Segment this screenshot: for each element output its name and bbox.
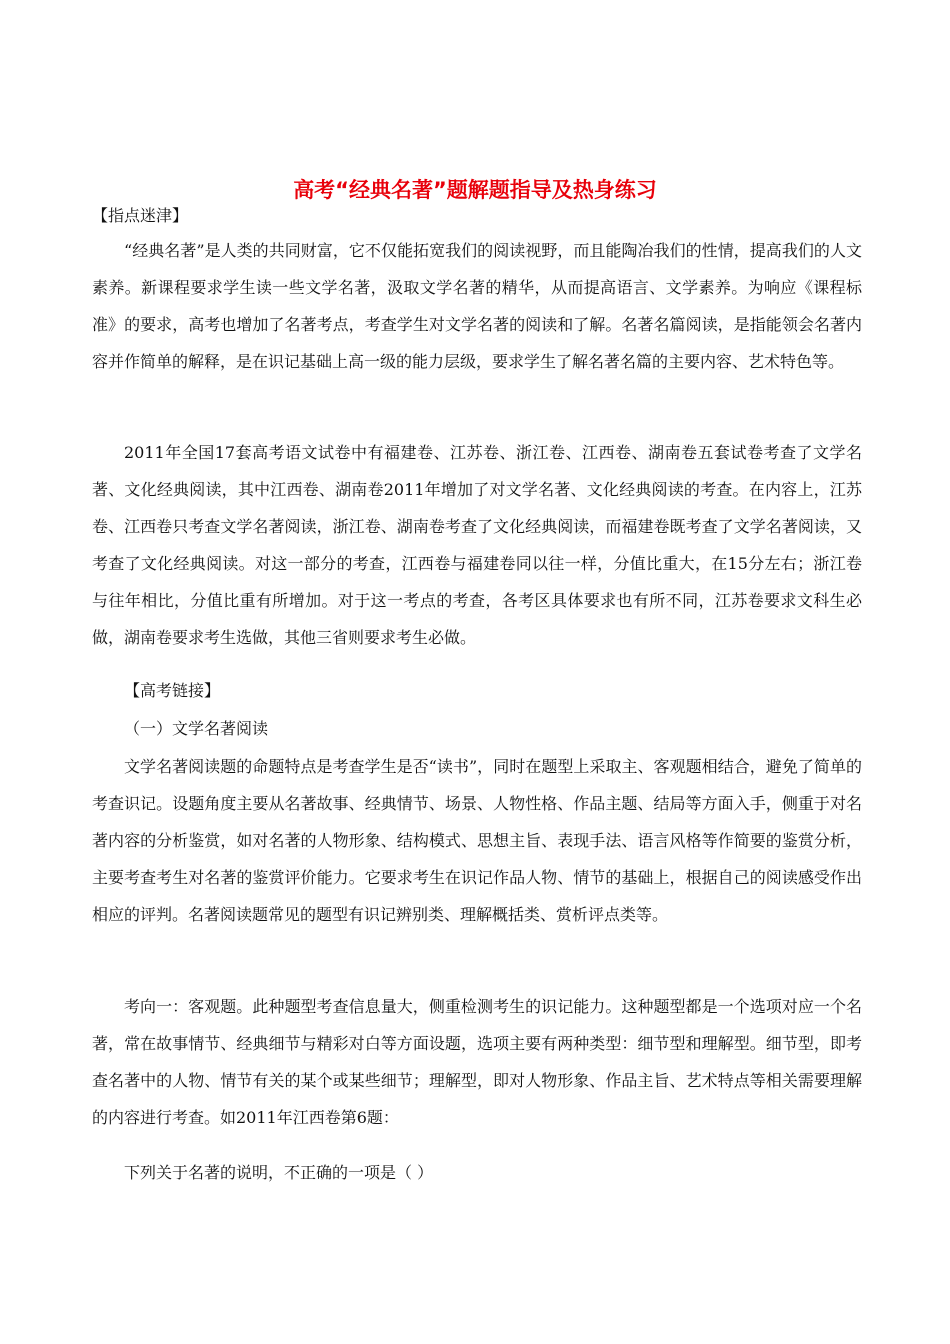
document-title: 高考“经典名著”题解题指导及热身练习 [293, 178, 657, 202]
section-heading-guidance: 【指点迷津】 [92, 206, 189, 225]
subsection-heading-literary-classics: （一）文学名著阅读 [124, 719, 269, 738]
question-prompt: 下列关于名著的说明，不正确的一项是（ ） [124, 1163, 434, 1182]
paragraph-exam-overview: 2011年全国17套高考语文试卷中有福建卷、江苏卷、浙江卷、江西卷、湖南卷五套试卷考查了文学名著、文化经典阅读，其中江西卷、湖南卷2011年增加了对文学名著、文化经典阅读的考查。在内容上，江苏卷、江西卷只考查文学名著阅读，浙江卷、湖南卷考查了文化经典阅读，而福建卷既考查了文学名著阅读，又考查了文化经典阅读。对这一部分的考查，江西卷与福建卷同以往一样，分值比重大，在15分左右；浙江卷与往年相比，分值比重有所增加。对于这一考点的考查，各考区具体要求也有所不同，江苏卷要求文科生必做，湖南卷要求考生选做，其他三省则要求考生必做。 [92, 443, 862, 647]
paragraph-objective-questions: 考向一：客观题。此种题型考查信息量大，侧重检测考生的识记能力。这种题型都是一个选项对应一个名著，常在故事情节、经典细节与精彩对白等方面设题，选项主要有两种类型：细节型和理解型。细节型，即考查名著中的人物、情节有关的某个或某些细节；理解型，即对人物形象、作品主旨、艺术特点等相关需要理解的内容进行考查。如2011年江西卷第6题： [92, 997, 862, 1127]
section-heading-exam-link: 【高考链接】 [124, 681, 221, 700]
paragraph-question-features: 文学名著阅读题的命题特点是考查学生是否“读书”，同时在题型上采取主、客观题相结合，避免了简单的考查识记。设题角度主要从名著故事、经典情节、场景、人物性格、作品主题、结局等方面入手，侧重于对名著内容的分析鉴赏，如对名著的人物形象、结构模式、思想主旨、表现手法、语言风格等作简要的鉴赏分析，主要考查考生对名著的鉴赏评价能力。它要求考生在识记作品人物、情节的基础上，根据自己的阅读感受作出相应的评判。名著阅读题常见的题型有识记辨别类、理解概括类、赏析评点类等。 [92, 757, 862, 924]
paragraph-intro: “经典名著”是人类的共同财富，它不仅能拓宽我们的阅读视野，而且能陶冶我们的性情，提高我们的人文素养。新课程要求学生读一些文学名著，汲取文学名著的精华，从而提高语言、文学素养。为响应《课程标准》的要求，高考也增加了名著考点，考查学生对文学名著的阅读和了解。名著名篇阅读，是指能领会名著内容并作简单的解释，是在识记基础上高一级的能力层级，要求学生了解名著名篇的主要内容、艺术特色等。 [92, 241, 862, 371]
